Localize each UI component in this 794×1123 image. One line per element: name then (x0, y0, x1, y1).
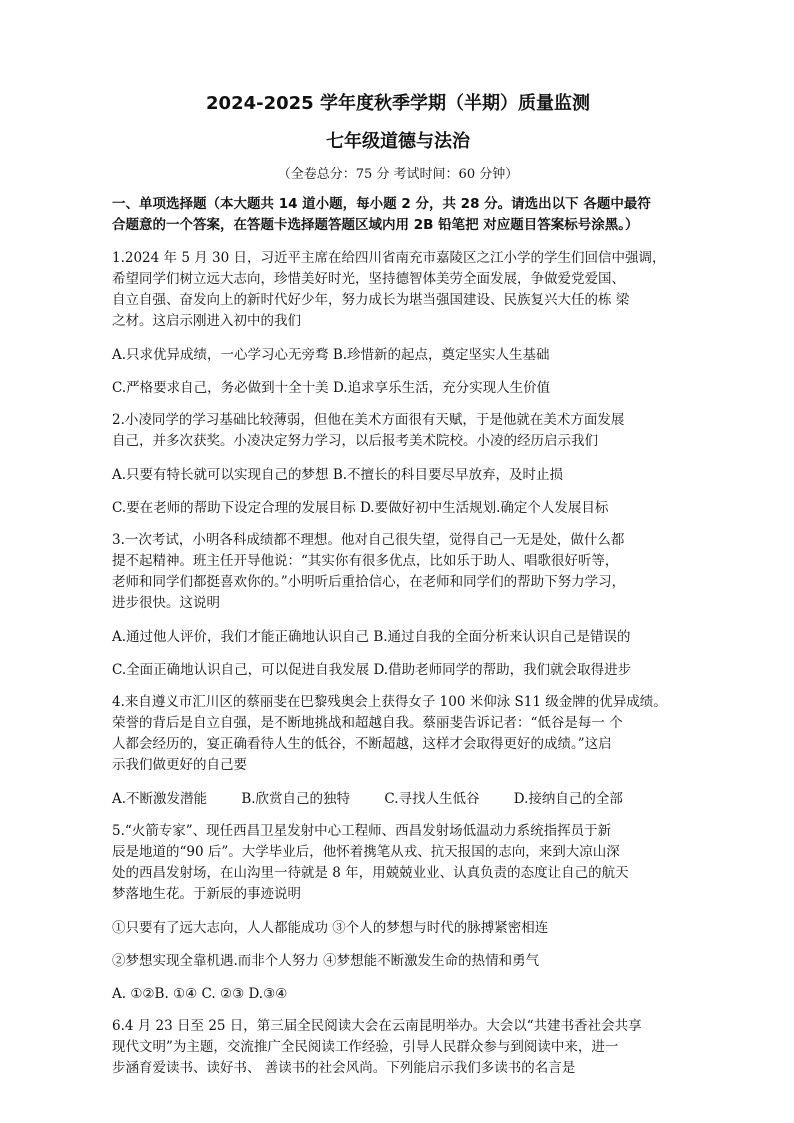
question-stem (112, 410, 684, 452)
stem-line: 步涵育爱读书、读好书、 善读书的社会风尚。下列能启示我们多读书的名言是 (112, 1060, 576, 1076)
option-d: D.接纳自己的全部 (513, 791, 623, 807)
option-a: A.通过他人评价，我们才能正确地认识自己 (112, 629, 370, 645)
stem-line: 1.2024 年 5 月 30 日，习近平主席在给四川省南充市嘉陵区之江小学的学生们回信中强调， (112, 250, 666, 266)
stem-line: 进步很快。这说明 (112, 595, 220, 611)
stem-line: 人都会经历的，宴正确看待人生的低谷，不断超越，这样才会取得更好的成绩。”这启 (112, 736, 612, 752)
option-c: C.严格要求自己，务必做到十全十美 (112, 380, 329, 396)
stem-line: 梦落地生花。于新辰的事迹说明 (112, 886, 301, 902)
option-a: A.只要有特长就可以实现自己的梦想 (112, 467, 329, 483)
option-d: D.追求享乐生活，充分实现人生价值 (332, 380, 551, 396)
option-a: A.不断激发潜能 (112, 791, 208, 807)
stem-line: 3.一次考试，小明各科成绩都不理想。他对自己很失望，觉得自己一无是处，做什么都 (112, 532, 625, 548)
question-4 (112, 692, 684, 809)
option-row (112, 627, 684, 647)
option-row (112, 465, 684, 485)
option-d: D.要做好初中生活规划.确定个人发展目标 (359, 500, 609, 516)
option-row (112, 345, 684, 365)
section-1-heading (112, 194, 684, 236)
stem-line: 4.来自遵义市汇川区的蔡丽斐在巴黎残奥会上获得女子 100 米仰泳 S11 级金牌的优异成绩。 (112, 694, 667, 710)
stem-line: 辰是地道的“90 后”。大学毕业后，他怀着携笔从戎、抗天报国的志向，来到大凉山深 (112, 844, 620, 860)
question-stem (112, 530, 684, 614)
option-b: B.欣赏自己的独特 (241, 791, 351, 807)
question-stem (112, 1016, 684, 1079)
question-5 (112, 821, 684, 1004)
stem-line: 之材。这启示刚进入初中的我们 (112, 313, 301, 329)
option-row (112, 789, 684, 809)
stem-line: 示我们做更好的自己要 (112, 757, 247, 773)
option-c: C.寻找人生低谷 (384, 791, 480, 807)
option-b: B.珍惜新的起点，奠定坚实人生基础 (332, 347, 550, 363)
option-d: D.借助老师同学的帮助，我们就会取得进步 (373, 662, 632, 678)
stem-line: 希望同学们树立远大志向，珍惜美好时光，坚持德智体美劳全面发展，争做爱党爱国、 (112, 271, 625, 287)
option-c: C.要在老师的帮助下设定合理的发展目标 (112, 500, 356, 516)
option-row (112, 378, 684, 398)
stem-line: 2.小凌同学的学习基础比较薄弱，但他在美术方面很有天赋，于是他就在美术方面发展 (112, 412, 625, 428)
exam-title: 2024-2025 学年度秋季学期（半期）质量监测 (206, 93, 590, 114)
question-1 (112, 248, 684, 398)
stem-line: 处的西昌发射场，在山沟里一待就是 8 年，用兢兢业业、认真负责的态度让自己的航天 (112, 865, 629, 881)
statement-row: ①只要有了远大志向，人人都能成功 ③个人的梦想与时代的脉搏紧密相连 (112, 920, 549, 936)
statement-row: ②梦想实现全靠机遇.而非个人努力 ④梦想能不断激发生命的热情和勇气 (112, 953, 540, 969)
stem-line: 6.4 月 23 日至 25 日，第三届全民阅读大会在云南昆明举办。大会以“共建书香社会共享 (112, 1018, 642, 1034)
stem-line: 荣誉的背后是自立自强，是不断地挑战和超越自我。蔡丽斐告诉记者：“低谷是每一 个 (112, 715, 623, 731)
stem-line: 自己，并多次获奖。小凌决定努力学习，以后报考美术院校。小凌的经历启示我们 (112, 433, 598, 449)
question-stem (112, 821, 684, 905)
question-3 (112, 530, 684, 680)
stem-line: 现代文明”为主题，交流推广全民阅读工作经验，引导人民群众参与到阅读中来，进一 (112, 1039, 619, 1055)
section-heading-line: 合题意的一个答案，在答题卡选择题答题区域内用 2B 铅笔把 对应题目答案标号涂黑。） (112, 217, 639, 233)
question-stem (112, 692, 684, 776)
stem-line: 提不起精神。班主任开导他说：“其实你有很多优点，比如乐于助人、唱歌很好听等， (112, 553, 619, 569)
option-b: B.通过自我的全面分析来认识自己是错误的 (373, 629, 631, 645)
stem-line: 自立自强、奋发向上的新时代好少年，努力成长为堪当强国建设、民族复兴大任的栋 梁 (112, 292, 630, 308)
stem-line: 5.“火箭专家”、现任西昌卫星发射中心工程师、西昌发射场低温动力系统指挥员于新 (112, 823, 612, 839)
section-heading-line: 一、单项选择题（本大题共 14 道小题，每小题 2 分，共 28 分。请选出以下 各题中最符 (112, 196, 651, 212)
option-c: C.全面正确地认识自己，可以促进自我发展 (112, 662, 370, 678)
question-6 (112, 1016, 684, 1079)
option-row (112, 498, 684, 518)
exam-meta: （全卷总分：75 分 考试时间：60 分钟） (277, 167, 519, 182)
answer-options: A. ①②B. ①④ C. ②③ D.③④ (112, 986, 288, 1002)
option-b: B.不擅长的科目要尽早放弃，及时止损 (332, 467, 564, 483)
subject-title: 七年级道德与法治 (326, 131, 470, 152)
option-row (112, 660, 684, 680)
option-a: A.只求优异成绩，一心学习心无旁骛 (112, 347, 329, 363)
question-stem (112, 248, 684, 332)
stem-line: 老师和同学们都挺喜欢你的。”小明听后重拾信心，在老师和同学们的帮助下努力学习， (112, 574, 626, 590)
question-2 (112, 410, 684, 518)
